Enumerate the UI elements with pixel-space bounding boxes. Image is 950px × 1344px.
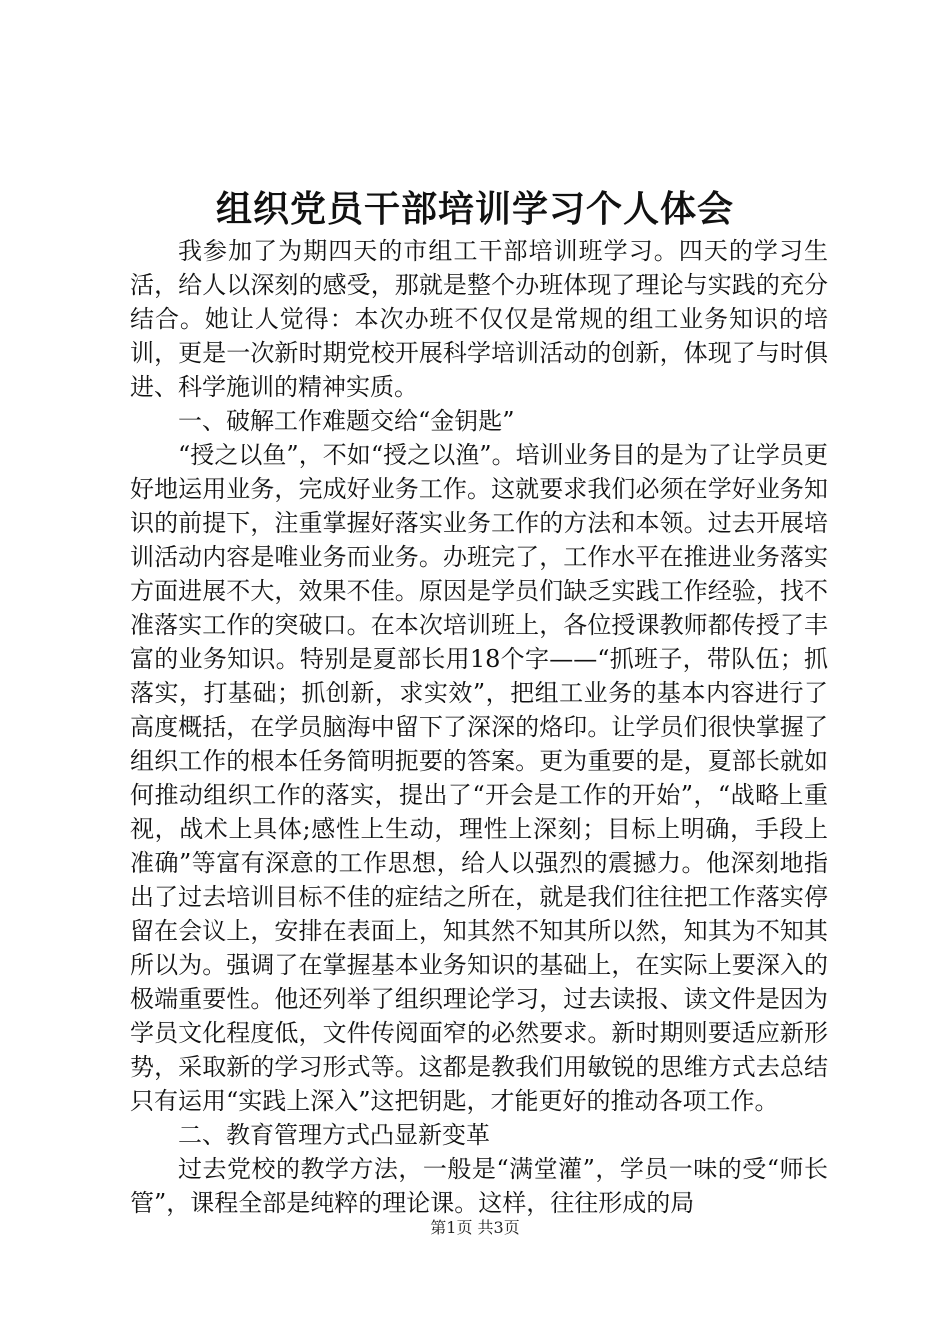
document-body — [130, 234, 828, 1220]
section-heading-1: 一、破解工作难题交给“金钥匙” — [178, 407, 515, 435]
page-footer: 第1页 共3页 — [430, 1218, 520, 1237]
document-title: 组织党员干部培训学习个人体会 — [215, 188, 734, 230]
paragraph-section-2: 过去党校的教学方法，一般是“满堂灌”，学员一味的受“师长管”，课程全部是纯粹的理论课。这样，往往形成的局 — [130, 1155, 828, 1217]
paragraph-intro: 我参加了为期四天的市组工干部培训班学习。四天的学习生活，给人以深刻的感受，那就是整个办班体现了理论与实践的充分结合。她让人觉得：本次办班不仅仅是常规的组工业务知识的培训，更是一次新时期党校开展科学培训活动的创新，体现了与时俱进、科学施训的精神实质。 — [130, 237, 828, 401]
paragraph-section-1: “授之以鱼”，不如“授之以渔”。培训业务目的是为了让学员更好地运用业务，完成好业务工作。这就要求我们必须在学好业务知识的前提下，注重掌握好落实业务工作的方法和本领。过去开展培训活动内容是唯业务而业务。办班完了，工作水平在推进业务落实方面进展不大，效果不佳。原因是学员们缺乏实践工作经验，找不准落实工作的突破口。在本次培训班上，各位授课教师都传授了丰富的业务知识。特别是夏部长用18个字——“抓班子，带队伍；抓落实，打基础；抓创新，求实效”，把组工业务的基本内容进行了高度概括，在学员脑海中留下了深深的烙印。让学员们很快掌握了组织工作的根本任务简明扼要的答案。更为重要的是，夏部长就如何推动组织工作的落实，提出了“开会是工作的开始”，“战略上重视，战术上具体;感性上生动，理性上深刻；目标上明确，手段上准确”等富有深意的工作思想，给人以强烈的震撼力。他深刻地指出了过去培训目标不佳的症结之所在，就是我们往往把工作落实停留在会议上，安排在表面上，知其然不知其所以然，知其为不知其所以为。强调了在掌握基本业务知识的基础上，在实际上要深入的极端重要性。他还列举了组织理论学习，过去读报、读文件是因为学员文化程度低，文件传阅面窄的必然要求。新时期则要适应新形势，采取新的学习形式等。这都是教我们用敏锐的思维方式去总结只有运用“实践上深入”这把钥匙，才能更好的推动各项工作。 — [130, 441, 828, 1115]
section-heading-2: 二、教育管理方式凸显新变革 — [178, 1121, 490, 1149]
